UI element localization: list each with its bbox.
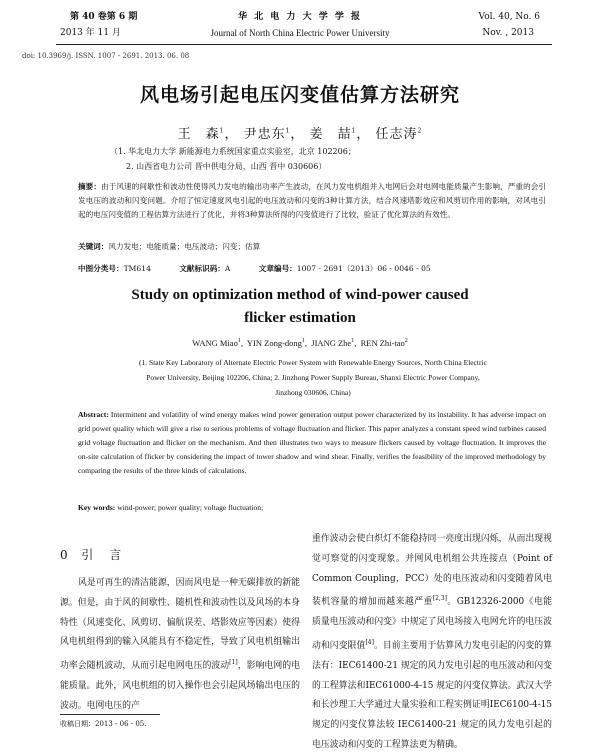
affiliations-cn (110, 146, 356, 173)
clc-number: TM614 (123, 264, 151, 273)
running-header (0, 12, 600, 42)
abstract-cn (78, 180, 546, 222)
authors-cn: 王 森$^1$， 尹忠东$^1$， 姜 喆$^1$， 任志涛$^2$ (177, 127, 423, 142)
author-1-en: WANG Miao (192, 338, 238, 348)
abstract-cn-label: 摘要： (78, 182, 102, 191)
journal-name-cn: 华 北 电 力 大 学 学 报 (238, 12, 362, 22)
keywords-en-text: wind-power; power quality; voltage fluctuation; (117, 503, 264, 512)
section-number: 0 (60, 548, 70, 562)
section-title: 引 言 (81, 548, 124, 562)
abstract-en-text: Intermittent and volatility of wind energy makes wind power generation output power characterized by its instability. It has adverse impact on grid power quality which will give a rise to serious problems of voltage fluctuation and flicker. This paper analyzes a constant speed wind turbines caused grid voltage fluctuation and flicker on the mechanism. And then illustrates two ways to measure flickers caused by voltage fluctuation. It improves the on-site calculation of flicker by considering the impact of tower shadow and wind shear. Finally, verifies the feasibility of the improved methodology by comparing the results of the three kinds of calculations. (78, 410, 547, 475)
keywords-cn-text: 风力发电；电能质量；电压波动；闪变；估算 (108, 242, 261, 251)
journal-name-en: Journal of North China Electric Power University (210, 28, 390, 38)
affiliations-en (78, 355, 548, 400)
author-3-cn: 姜 喆 (309, 127, 352, 142)
author-2-en: YIN Zong-dong (246, 338, 302, 348)
author-3-en: JIANG Zhe (311, 338, 352, 348)
paper-title-en-line-2: flicker estimation (244, 310, 356, 326)
abstract-en (78, 408, 546, 478)
affiliation-en-3: Jinzhong 030606, China) (275, 388, 351, 397)
date-cn: 2013 年 11 月 (60, 28, 121, 38)
paper-title-cn: 风电场引起电压闪变值估算方法研究 (139, 84, 460, 106)
abstract-cn-text: 由于风速的间歇性和波动性使得风力发电的输出功率产生波动，在风力发电机组并入电网后会对电网电能质量产生影响，严重的会引发电压的波动和闪变问题。介绍了恒定速度风电引起的电压波动和闪变的3种计算方法，结合风速塔影效应和风剪切作用的影响，对风电引起的电压闪变值的工程估算方法进行了优化，并将3种算法所得的闪变值进行了比较，验证了优化算法的有效性。 (78, 182, 547, 219)
article-number: 1007 - 2691（2013）06 - 0046 - 05 (296, 264, 431, 273)
keywords-en-label: Key words: (78, 503, 116, 512)
author-1-cn: 王 森 (177, 127, 220, 142)
keywords-en (78, 501, 546, 515)
author-4-en: REN Zhi-tao (360, 338, 405, 348)
affiliation-cn-2: 2. 山西省电力公司 晋中供电分局，山西 晋中 030606） (126, 162, 327, 171)
authors-en: WANG Miao$^1$, YIN Zong-dong$^1$, JIANG Zhe$^1$, REN Zhi-tao$^2$ (192, 338, 408, 348)
doi: doi: 10.3969/j. ISSN. 1007 - 2691. 2013. 06. 08 (22, 52, 190, 60)
author-2-cn: 尹忠东 (243, 127, 286, 142)
date-en: Nov. , 2013 (482, 28, 534, 38)
received-date-footnote: 收稿日期：2013 - 06 - 05. (60, 720, 147, 728)
affiliation-cn-1: （1. 华北电力大学 新能源电力系统国家重点实验室，北京 102206； (110, 147, 356, 156)
affiliation-en-2: Power University, Beijing 102206, China; 2. Jinzhong Power Supply Bureau, Shanxi Electric Power Company, (146, 373, 480, 382)
keywords-cn-label: 关键词： (78, 242, 109, 251)
section-heading-introduction (60, 546, 123, 563)
footnote-rule (60, 714, 160, 715)
abstract-en-label: Abstract: (78, 410, 109, 419)
header-rule (56, 44, 552, 45)
document-code: A (224, 264, 231, 273)
volume-issue-cn: 第 40 卷第 6 期 (70, 12, 138, 22)
volume-issue-en: Vol. 40, No. 6 (478, 12, 540, 22)
left-column-text: 风是可再生的清洁能源，因而风电是一种无碳排放的新能源。但是，由于风的间歇性、随机性和波动性以及风场的本身特性（风速变化、风剪切、偏航误差、塔影效应等因素）使得风电机组得到的输入风能具有不稳定性，导致了风电机组输出功率会随机波动，从而引起电网电压的波动[1]，影响电网的电能质量。此外，风电机组的切入操作也会引起风场输出电压的波动。电网电压的产 (60, 578, 300, 711)
affiliation-en-1: (1. State Key Laboratory of Alternate Electric Power System with Renewable Energy Sources, North China Electric (139, 358, 487, 367)
classification-row: 中图分类号：TM614 文献标识码：A 文章编号：1007 - 2691（2013）06 - 0046 - 05 (78, 264, 431, 273)
keywords-cn (78, 241, 260, 252)
citation-4: [4] (365, 638, 374, 646)
citation-2-3: [2,3] (432, 595, 447, 603)
citation-1: [1] (229, 659, 238, 667)
paper-title-en-line-1: Study on optimization method of wind-power caused (131, 287, 469, 303)
right-column-text: 重作波动会使白炽灯不能稳持同一亮度出现闪烁，从而出现视觉可察觉的闪变现象。并网风电机组公共连接点（Point of Common Coupling，PCC）处的电压波动和闪变随着风电装机容量的增加而越来越严重[2,3]。GB12326-2000《电能质量电压波动和闪变》中规定了风电场接入电网允许的电压波动和闪变限值[4]。目前主要用于估算风力发电引起的闪变的算法有：IEC61400-21 规定的风力发电引起的电压波动和闪变的工程算法和IEC61000-4-15 规定的闪变仪算法。武汉大学和长沙理工大学通过大量实验和工程实例证明IEC6100-4-15 规定的闪变仪算法较 IEC61400-21 规定的风力发电引起的电压波动和闪变的工程算法更为精确。 (312, 534, 553, 750)
author-4-cn: 任志涛 (375, 127, 418, 142)
